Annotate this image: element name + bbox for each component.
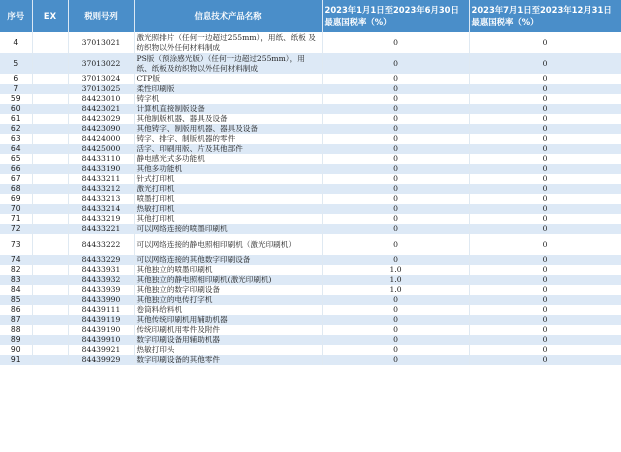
- cell-ex: [32, 335, 68, 345]
- cell-rate-h1: 0: [322, 295, 469, 305]
- header-seq: 序号: [0, 0, 32, 32]
- cell-rate-h2: 0: [469, 325, 621, 335]
- cell-rate-h2: 0: [469, 84, 621, 94]
- cell-ex: [32, 104, 68, 114]
- cell-seq: 82: [0, 265, 32, 275]
- cell-rate-h1: 0: [322, 164, 469, 174]
- cell-seq: 72: [0, 224, 32, 234]
- cell-product-name: 激光照排片（任何一边超过255mm），用纸、纸板 及纺织物以外任何材料制成: [134, 32, 322, 53]
- cell-tariff-code: 84433931: [68, 265, 134, 275]
- cell-rate-h1: 0: [322, 124, 469, 134]
- cell-product-name: 其他独立的静电照相印刷机(激光印刷机): [134, 275, 322, 285]
- table-row: [0, 74, 621, 84]
- cell-ex: [32, 124, 68, 134]
- table-row: [0, 164, 621, 174]
- cell-tariff-code: 37013022: [68, 53, 134, 74]
- cell-tariff-code: 84423010: [68, 94, 134, 104]
- cell-product-name: 活字、印刷用版、片及其他部件: [134, 144, 322, 154]
- cell-ex: [32, 315, 68, 325]
- cell-product-name: 铸字、排字、制版机器的零件: [134, 134, 322, 144]
- cell-rate-h2: 0: [469, 174, 621, 184]
- cell-rate-h2: 0: [469, 104, 621, 114]
- cell-tariff-code: 84433190: [68, 164, 134, 174]
- cell-ex: [32, 285, 68, 295]
- cell-rate-h2: 0: [469, 144, 621, 154]
- cell-tariff-code: 84423021: [68, 104, 134, 114]
- cell-product-name: 静电感光式多功能机: [134, 154, 322, 164]
- cell-product-name: 其他独立的电传打字机: [134, 295, 322, 305]
- table-row: [0, 154, 621, 164]
- cell-rate-h2: 0: [469, 94, 621, 104]
- cell-rate-h1: 0: [322, 174, 469, 184]
- cell-rate-h2: 0: [469, 224, 621, 234]
- cell-seq: 63: [0, 134, 32, 144]
- cell-rate-h2: 0: [469, 265, 621, 275]
- cell-ex: [32, 134, 68, 144]
- cell-ex: [32, 204, 68, 214]
- cell-product-name: 其他传统印刷机用辅助机器: [134, 315, 322, 325]
- cell-rate-h1: 0: [322, 94, 469, 104]
- cell-rate-h1: 1.0: [322, 275, 469, 285]
- cell-seq: 59: [0, 94, 32, 104]
- cell-ex: [32, 174, 68, 184]
- cell-seq: 69: [0, 194, 32, 204]
- cell-rate-h1: 0: [322, 134, 469, 144]
- cell-ex: [32, 184, 68, 194]
- cell-rate-h2: 0: [469, 214, 621, 224]
- cell-rate-h2: 0: [469, 305, 621, 315]
- table-row: [0, 265, 621, 275]
- cell-tariff-code: 84433222: [68, 234, 134, 255]
- cell-seq: 66: [0, 164, 32, 174]
- cell-ex: [32, 144, 68, 154]
- cell-ex: [32, 32, 68, 53]
- table-row: [0, 214, 621, 224]
- cell-seq: 84: [0, 285, 32, 295]
- table-row: [0, 124, 621, 134]
- cell-product-name: 其他独立的数字印刷设备: [134, 285, 322, 295]
- cell-seq: 89: [0, 335, 32, 345]
- cell-ex: [32, 255, 68, 265]
- cell-rate-h1: 0: [322, 53, 469, 74]
- table-row: [0, 275, 621, 285]
- cell-tariff-code: 84439929: [68, 355, 134, 365]
- cell-product-name: 数字印刷设备的其他零件: [134, 355, 322, 365]
- cell-tariff-code: 84439921: [68, 345, 134, 355]
- cell-rate-h2: 0: [469, 53, 621, 74]
- cell-product-name: 可以网络连接的静电照相印刷机（激光印刷机）: [134, 234, 322, 255]
- cell-seq: 73: [0, 234, 32, 255]
- table-row: [0, 144, 621, 154]
- table-row: [0, 104, 621, 114]
- cell-ex: [32, 114, 68, 124]
- cell-tariff-code: 84433212: [68, 184, 134, 194]
- cell-rate-h1: 0: [322, 144, 469, 154]
- header-product-name: 信息技术产品名称: [134, 0, 322, 32]
- cell-seq: 71: [0, 214, 32, 224]
- cell-tariff-code: 84433214: [68, 204, 134, 214]
- table-row: [0, 234, 621, 255]
- table-row: [0, 204, 621, 214]
- cell-ex: [32, 74, 68, 84]
- header-rate-h1: 2023年1月1日至2023年6月30日最惠国税率（%）: [322, 0, 469, 32]
- cell-product-name: 激光打印机: [134, 184, 322, 194]
- cell-seq: 5: [0, 53, 32, 74]
- cell-product-name: 其他独立的喷墨印刷机: [134, 265, 322, 275]
- cell-tariff-code: 84439910: [68, 335, 134, 345]
- cell-rate-h2: 0: [469, 355, 621, 365]
- cell-ex: [32, 84, 68, 94]
- cell-tariff-code: 84433211: [68, 174, 134, 184]
- cell-rate-h1: 0: [322, 114, 469, 124]
- cell-tariff-code: 84423029: [68, 114, 134, 124]
- cell-product-name: PS版（预涂感光版）（任何一边超过255mm），用纸、纸板及纺织物以外任何材料制成: [134, 53, 322, 74]
- cell-tariff-code: 84423090: [68, 124, 134, 134]
- cell-rate-h2: 0: [469, 275, 621, 285]
- cell-tariff-code: 84433990: [68, 295, 134, 305]
- cell-rate-h1: 1.0: [322, 265, 469, 275]
- cell-rate-h1: 0: [322, 305, 469, 315]
- cell-ex: [32, 305, 68, 315]
- cell-seq: 83: [0, 275, 32, 285]
- cell-rate-h2: 0: [469, 345, 621, 355]
- cell-rate-h1: 0: [322, 325, 469, 335]
- table-row: [0, 84, 621, 94]
- cell-tariff-code: 84433219: [68, 214, 134, 224]
- cell-ex: [32, 224, 68, 234]
- table-row: [0, 325, 621, 335]
- cell-product-name: 可以网络连接的其他数字印刷设备: [134, 255, 322, 265]
- cell-tariff-code: 84433213: [68, 194, 134, 204]
- table-row: [0, 305, 621, 315]
- cell-ex: [32, 154, 68, 164]
- table-row: [0, 285, 621, 295]
- cell-seq: 68: [0, 184, 32, 194]
- table-row: [0, 295, 621, 305]
- cell-seq: 70: [0, 204, 32, 214]
- cell-ex: [32, 194, 68, 204]
- cell-product-name: 柔性印刷版: [134, 84, 322, 94]
- cell-seq: 4: [0, 32, 32, 53]
- cell-tariff-code: 37013021: [68, 32, 134, 53]
- cell-rate-h2: 0: [469, 154, 621, 164]
- cell-rate-h1: 0: [322, 234, 469, 255]
- cell-product-name: 可以网络连接的喷墨印刷机: [134, 224, 322, 234]
- cell-tariff-code: 84433221: [68, 224, 134, 234]
- cell-seq: 88: [0, 325, 32, 335]
- cell-seq: 85: [0, 295, 32, 305]
- cell-ex: [32, 275, 68, 285]
- table-header-row: [0, 0, 621, 32]
- table-row: [0, 355, 621, 365]
- table-row: [0, 345, 621, 355]
- cell-seq: 60: [0, 104, 32, 114]
- table-row: [0, 114, 621, 124]
- table-body: [0, 32, 621, 365]
- table-row: [0, 134, 621, 144]
- cell-seq: 87: [0, 315, 32, 325]
- cell-tariff-code: 84425000: [68, 144, 134, 154]
- cell-rate-h1: 0: [322, 204, 469, 214]
- cell-rate-h1: 0: [322, 224, 469, 234]
- cell-rate-h2: 0: [469, 335, 621, 345]
- cell-product-name: 其他多功能机: [134, 164, 322, 174]
- cell-rate-h2: 0: [469, 285, 621, 295]
- cell-ex: [32, 325, 68, 335]
- cell-rate-h1: 0: [322, 355, 469, 365]
- cell-product-name: CTP版: [134, 74, 322, 84]
- cell-product-name: 热敏打印头: [134, 345, 322, 355]
- cell-rate-h2: 0: [469, 255, 621, 265]
- cell-product-name: 传统印刷机用零件及附件: [134, 325, 322, 335]
- cell-rate-h2: 0: [469, 204, 621, 214]
- cell-rate-h2: 0: [469, 184, 621, 194]
- cell-rate-h2: 0: [469, 295, 621, 305]
- cell-rate-h2: 0: [469, 134, 621, 144]
- cell-ex: [32, 53, 68, 74]
- cell-product-name: 针式打印机: [134, 174, 322, 184]
- cell-product-name: 热敏打印机: [134, 204, 322, 214]
- cell-rate-h1: 0: [322, 345, 469, 355]
- table-row: [0, 315, 621, 325]
- cell-rate-h1: 0: [322, 194, 469, 204]
- cell-ex: [32, 94, 68, 104]
- cell-seq: 86: [0, 305, 32, 315]
- header-ex: EX: [32, 0, 68, 32]
- cell-ex: [32, 345, 68, 355]
- cell-rate-h1: 0: [322, 315, 469, 325]
- cell-rate-h2: 0: [469, 164, 621, 174]
- cell-rate-h1: 0: [322, 184, 469, 194]
- cell-product-name: 卷筒料给料机: [134, 305, 322, 315]
- table-row: [0, 184, 621, 194]
- cell-rate-h2: 0: [469, 194, 621, 204]
- cell-rate-h1: 0: [322, 104, 469, 114]
- cell-seq: 67: [0, 174, 32, 184]
- cell-ex: [32, 295, 68, 305]
- cell-tariff-code: 84433110: [68, 154, 134, 164]
- table-row: [0, 174, 621, 184]
- cell-product-name: 数字印刷设备用辅助机器: [134, 335, 322, 345]
- cell-product-name: 其他制版机器、器具及设备: [134, 114, 322, 124]
- cell-seq: 6: [0, 74, 32, 84]
- cell-seq: 91: [0, 355, 32, 365]
- cell-tariff-code: 84439190: [68, 325, 134, 335]
- cell-tariff-code: 84433229: [68, 255, 134, 265]
- cell-rate-h2: 0: [469, 74, 621, 84]
- cell-tariff-code: 84433939: [68, 285, 134, 295]
- cell-product-name: 其他打印机: [134, 214, 322, 224]
- table-row: [0, 94, 621, 104]
- cell-ex: [32, 234, 68, 255]
- cell-rate-h2: 0: [469, 32, 621, 53]
- cell-rate-h1: 0: [322, 84, 469, 94]
- cell-rate-h1: 0: [322, 154, 469, 164]
- table-row: [0, 255, 621, 265]
- table-row: [0, 194, 621, 204]
- cell-tariff-code: 84439119: [68, 315, 134, 325]
- cell-seq: 65: [0, 154, 32, 164]
- cell-rate-h2: 0: [469, 315, 621, 325]
- cell-seq: 7: [0, 84, 32, 94]
- header-tariff-code: 税则号列: [68, 0, 134, 32]
- cell-tariff-code: 84433932: [68, 275, 134, 285]
- cell-tariff-code: 37013024: [68, 74, 134, 84]
- cell-ex: [32, 355, 68, 365]
- table-row: [0, 53, 621, 74]
- cell-seq: 61: [0, 114, 32, 124]
- table-row: [0, 335, 621, 345]
- header-rate-h2: 2023年7月1日至2023年12月31日最惠国税率（%）: [469, 0, 621, 32]
- cell-product-name: 铸字机: [134, 94, 322, 104]
- cell-seq: 74: [0, 255, 32, 265]
- cell-product-name: 计算机直接制版设备: [134, 104, 322, 114]
- cell-rate-h1: 0: [322, 32, 469, 53]
- cell-rate-h1: 1.0: [322, 285, 469, 295]
- cell-seq: 64: [0, 144, 32, 154]
- cell-rate-h1: 0: [322, 74, 469, 84]
- cell-seq: 62: [0, 124, 32, 134]
- cell-rate-h2: 0: [469, 114, 621, 124]
- cell-tariff-code: 84439111: [68, 305, 134, 315]
- cell-rate-h1: 0: [322, 214, 469, 224]
- cell-rate-h2: 0: [469, 234, 621, 255]
- cell-ex: [32, 164, 68, 174]
- cell-ex: [32, 214, 68, 224]
- cell-tariff-code: 37013025: [68, 84, 134, 94]
- cell-seq: 90: [0, 345, 32, 355]
- cell-product-name: 喷墨打印机: [134, 194, 322, 204]
- cell-rate-h1: 0: [322, 255, 469, 265]
- cell-ex: [32, 265, 68, 275]
- cell-rate-h2: 0: [469, 124, 621, 134]
- cell-product-name: 其他铸字、制版用机器、器具及设备: [134, 124, 322, 134]
- cell-rate-h1: 0: [322, 335, 469, 345]
- table-row: [0, 32, 621, 53]
- table-row: [0, 224, 621, 234]
- cell-tariff-code: 84424000: [68, 134, 134, 144]
